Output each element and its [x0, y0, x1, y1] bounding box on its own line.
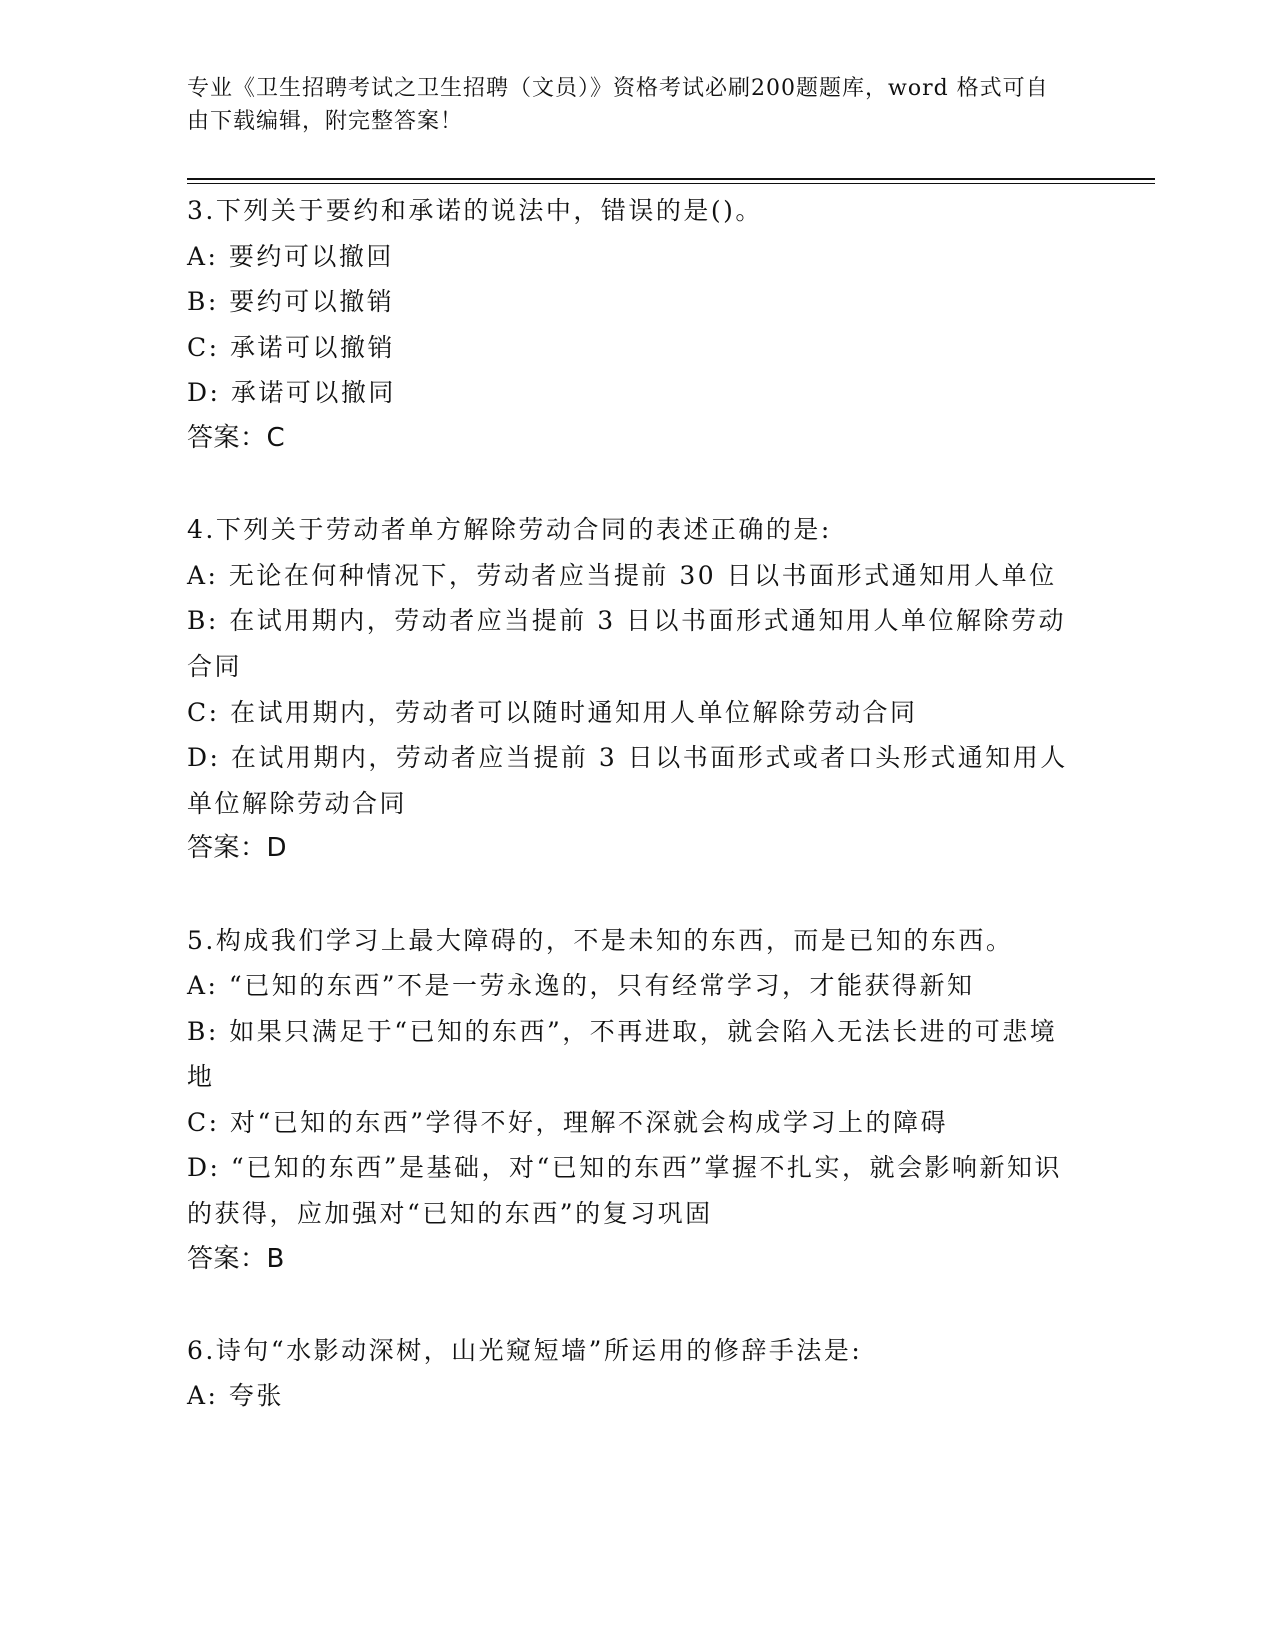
option-b: B: 在试用期内，劳动者应当提前 3 日以书面形式通知用人单位解除劳动合同 [187, 606, 1067, 681]
option-a: A: 夸张 [187, 1381, 284, 1411]
option-a: A: “已知的东西”不是一劳永逸的，只有经常学习，才能获得新知 [187, 971, 975, 1001]
question-stem: 3.下列关于要约和承诺的说法中，错误的是()。 [187, 196, 763, 225]
question-stem: 4.下列关于劳动者单方解除劳动合同的表述正确的是: [187, 515, 832, 545]
option-c: C: 在试用期内，劳动者可以随时通知用人单位解除劳动合同 [187, 697, 918, 727]
option-b: B: 如果只满足于“已知的东西”，不再进取，就会陷入无法长进的可悲境地 [187, 1016, 1058, 1092]
header-divider-thin [187, 183, 1155, 184]
option-a: A: 要约可以撤回 [187, 241, 394, 271]
header-divider-thick [187, 178, 1155, 180]
option-d: D: 承诺可以撤同 [187, 378, 396, 408]
question-5 [187, 918, 1077, 1283]
option-d: D: 在试用期内，劳动者应当提前 3 日以书面形式或者口头形式通知用人单位解除劳动合同 [187, 743, 1068, 818]
question-stem: 5.构成我们学习上最大障碍的，不是未知的东西，而是已知的东西。 [187, 925, 1014, 955]
question-list [187, 188, 1077, 1419]
option-c: C: 对“已知的东西”学得不好，理解不深就会构成学习上的障碍 [187, 1107, 949, 1137]
question-6 [187, 1328, 1077, 1419]
answer-line: 答案：D [187, 833, 288, 864]
question-stem: 6.诗句“水影动深树，山光窥短墙”所运用的修辞手法是: [187, 1335, 863, 1365]
option-d: D: “已知的东西”是基础，对“已知的东西”掌握不扎实，就会影响新知识的获得，应加强对“已知的东西”的复习巩固 [187, 1153, 1063, 1229]
question-4 [187, 507, 1077, 872]
answer-line: 答案：B [187, 1243, 285, 1274]
option-a: A: 无论在何种情况下，劳动者应当提前 30 日以书面形式通知用人单位 [187, 560, 1057, 590]
answer-line: 答案：C [187, 422, 286, 453]
option-b: B: 要约可以撤销 [187, 287, 395, 317]
document-header: 专业《卫生招聘考试之卫生招聘（文员）》资格考试必刷200题题库，word 格式可自由下载编辑，附完整答案！ [187, 76, 1049, 134]
question-3 [187, 188, 1077, 462]
option-c: C: 承诺可以撤销 [187, 332, 395, 362]
